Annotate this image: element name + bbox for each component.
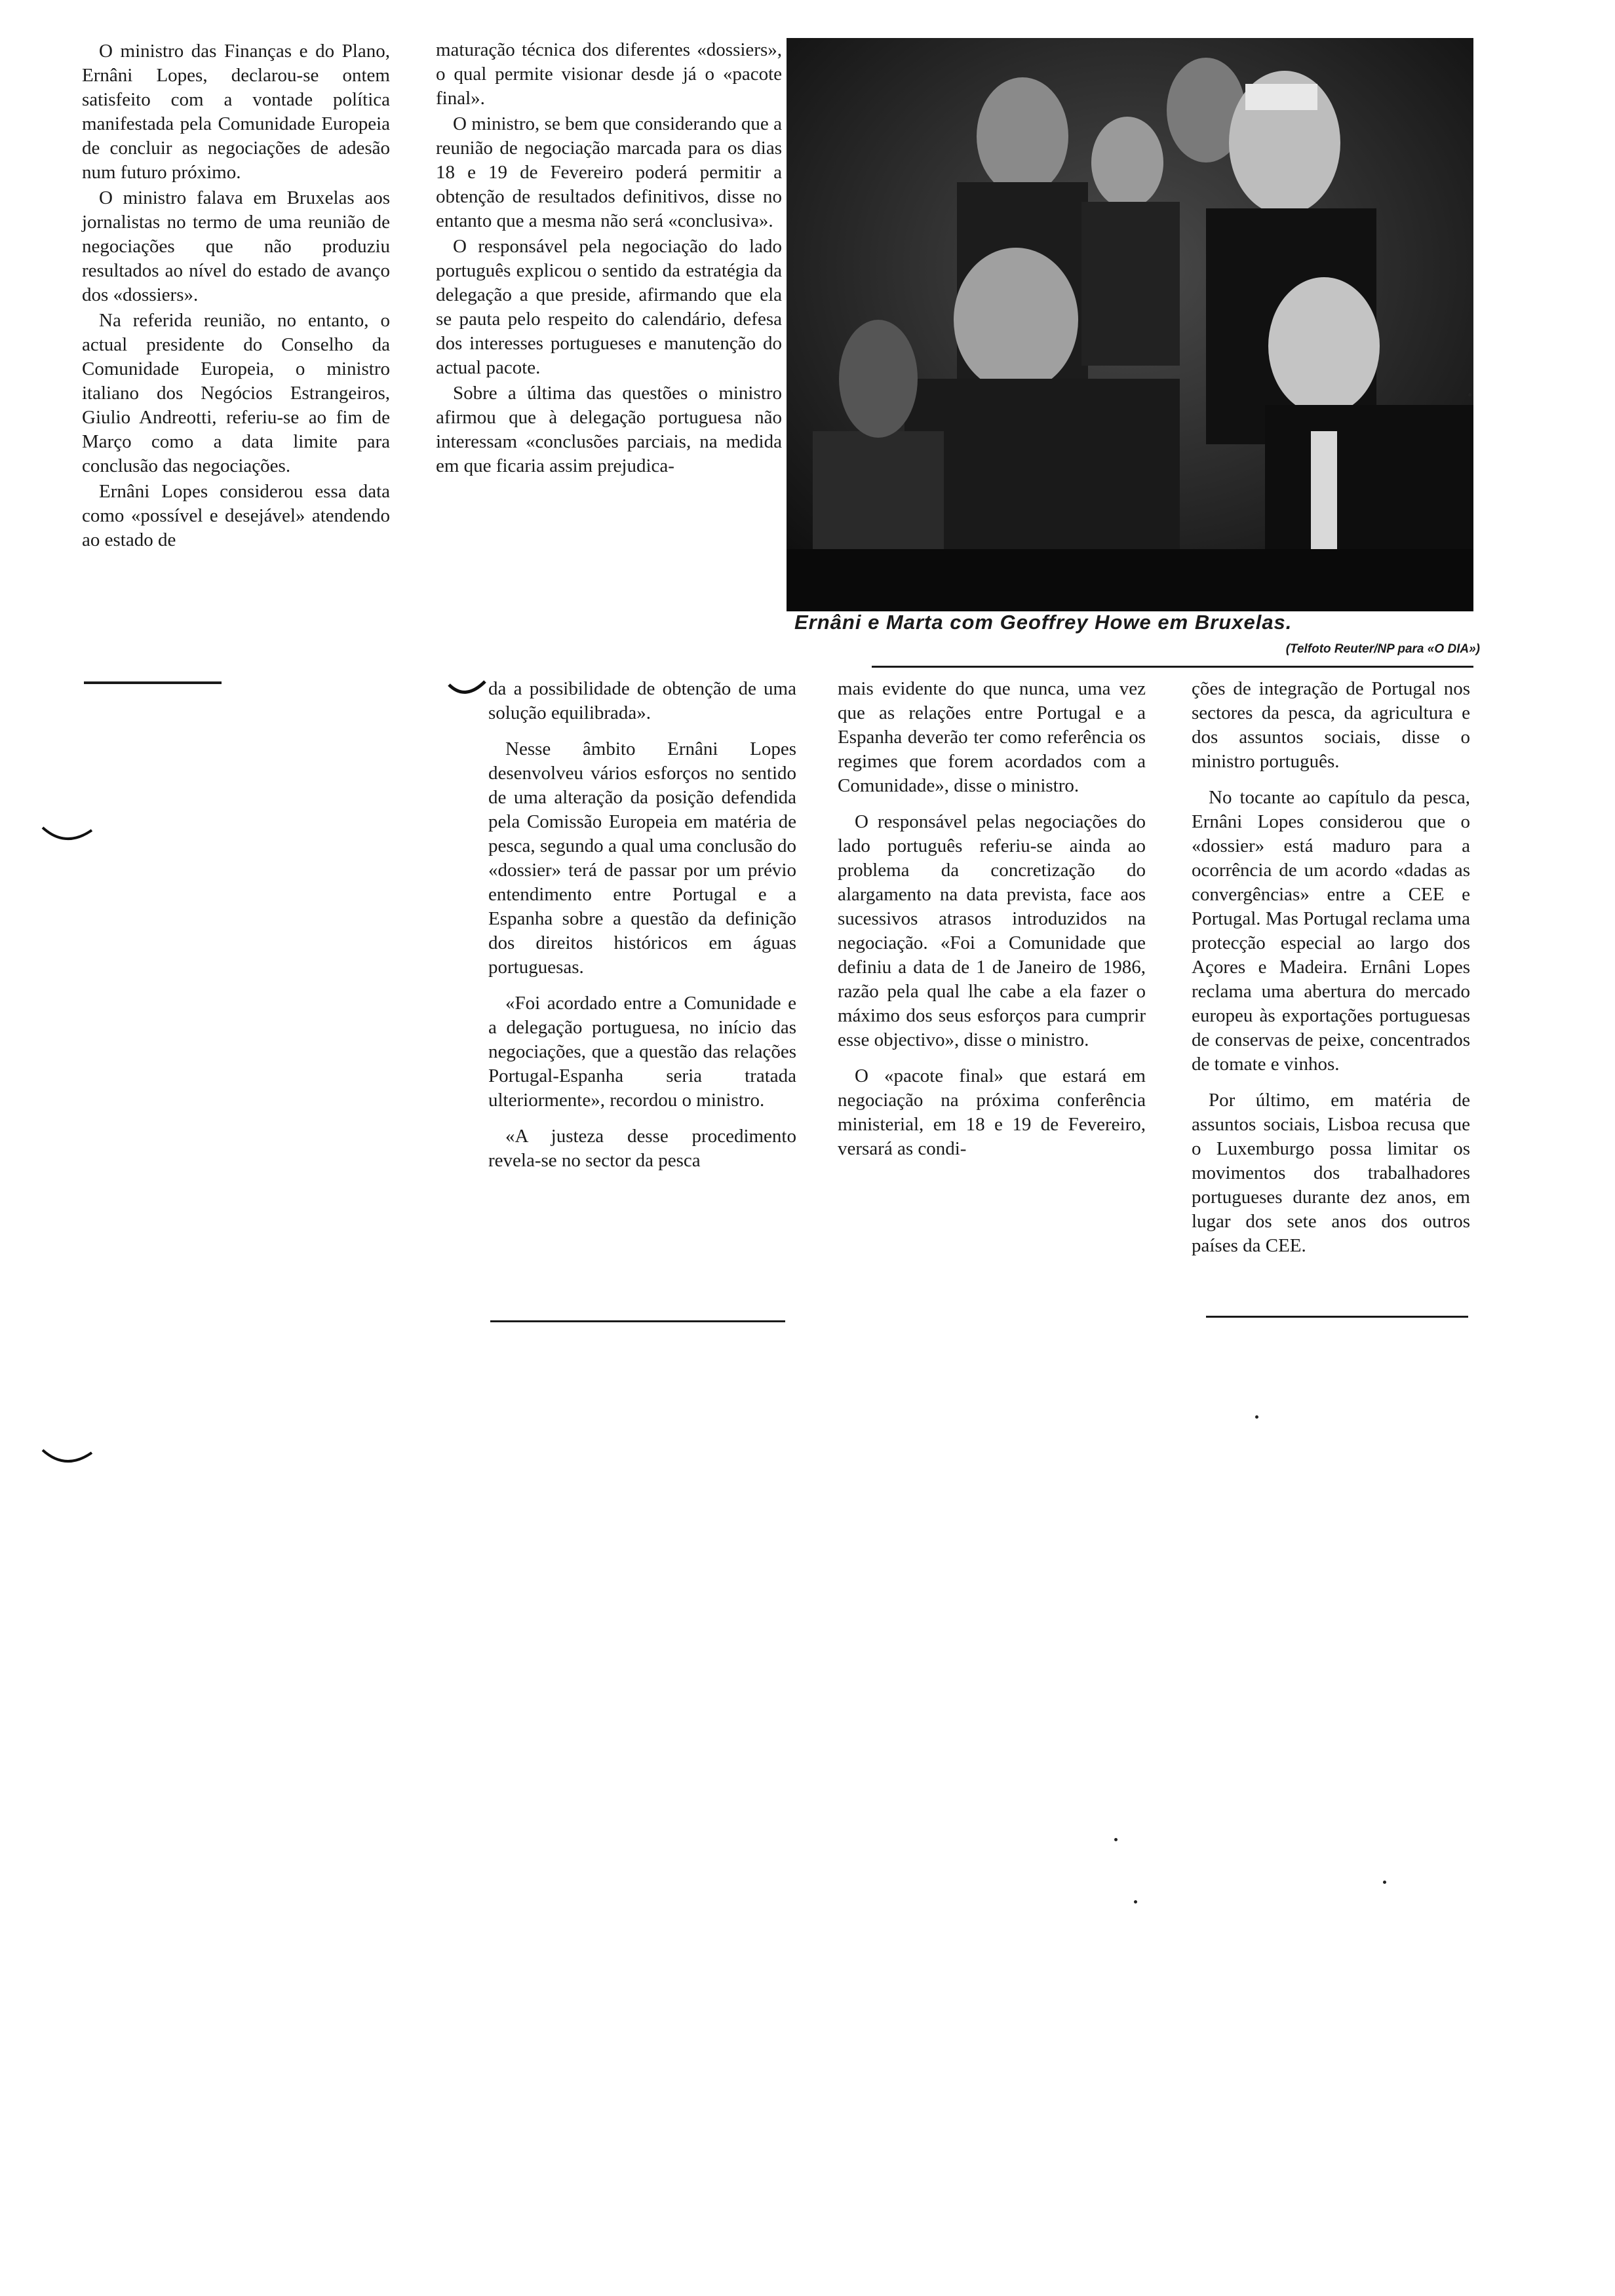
column-end-rule <box>1206 1316 1468 1318</box>
paragraph: Na referida reunião, no entanto, o actual presidente do Conselho da Comunidade Europeia, o ministro italiano dos Negócios Estrangeiros, Giulio Andreotti, referiu-se ao fim de Março como a data limite para conclusão das negociações. <box>82 310 390 476</box>
paragraph: O responsável pelas negociações do lado português referiu-se ainda ao problema da concretização do alargamento na data prevista, face aos sucessivos atrasos introduzidos na negociação. «Foi a Comunidade que definiu a data de 1 de Janeiro de 1986, razão pela qual lhe cabe a ela fazer o máximo dos seus esforços para cumprir esse objectivo», disse o ministro. <box>838 811 1146 1050</box>
scan-speck <box>1255 1415 1258 1419</box>
pencil-mark <box>39 822 98 849</box>
article-column-4 <box>838 677 1146 1162</box>
paragraph: «Foi acordado entre a Comunidade e a delegação portuguesa, no início das negociações, que a questão das relações Portugal-Espanha seria tratada ulteriormente», recordou o ministro. <box>488 993 796 1111</box>
paragraph: O ministro, se bem que considerando que a reunião de negociação marcada para os dias 18 e 19 de Fevereiro poderá permitir a obtenção de resultados definitivos, disse no entanto que a mesma não será «conclusiva». <box>436 113 782 231</box>
column-end-rule <box>84 681 222 684</box>
photo-credit: (Telfoto Reuter/NP para «O DIA») <box>1285 642 1480 656</box>
paragraph: maturação técnica dos diferentes «dossiers», o qual permite visionar desde já o «pacote final». <box>436 39 782 109</box>
paragraph: Por último, em matéria de assuntos sociais, Lisboa recusa que o Luxemburgo possa limitar os movimentos dos trabalhadores portugueses durante dez anos, em lugar dos sete anos dos outros países da CEE. <box>1192 1090 1470 1256</box>
paragraph: ções de integração de Portugal nos sectores da pesca, da agricultura e dos assuntos sociais, disse o ministro português. <box>1192 678 1470 772</box>
paragraph: Nesse âmbito Ernâni Lopes desenvolveu vários esforços no sentido de uma alteração da posição defendida pela Comissão Europeia em matéria de pesca, segundo a qual uma conclusão do «dossier» terá de passar por um prévio entendimento entre Portugal e a Espanha sobre a questão da definição dos direitos históricos em águas portuguesas. <box>488 738 796 978</box>
paragraph: Sobre a última das questões o ministro afirmou que à delegação portuguesa não interessam «conclusões parciais, na medida em que ficaria assim prejudica- <box>436 383 782 476</box>
paragraph: da a possibilidade de obtenção de uma solução equilibrada». <box>488 678 796 723</box>
column-end-rule <box>490 1320 785 1322</box>
article-column-5 <box>1192 677 1470 1259</box>
paragraph: «A justeza desse procedimento revela-se no sector da pesca <box>488 1126 796 1171</box>
article-column-1 <box>82 39 390 554</box>
article-column-3 <box>488 677 796 1174</box>
scan-speck <box>1134 1900 1137 1904</box>
paragraph: O responsável pela negociação do lado português explicou o sentido da estratégia da delegação a que preside, afirmando que ela se pauta pelo respeito do calendário, defesa dos interesses portugueses e manutenção do actual pacote. <box>436 236 782 378</box>
scan-speck <box>1468 393 1471 396</box>
photo-rule <box>872 666 1473 668</box>
paragraph: mais evidente do que nunca, uma vez que as relações entre Portugal e a Espanha deverão ter como referência os regimes que forem acordados com a Comunidade», disse o ministro. <box>838 678 1146 796</box>
paragraph: O ministro das Finanças e do Plano, Ernâni Lopes, declarou-se ontem satisfeito com a vontade política manifestada pela Comunidade Europeia de concluir as negociações de adesão num futuro próximo. <box>82 41 390 183</box>
article-column-2 <box>436 38 782 480</box>
scan-speck <box>1114 1838 1118 1841</box>
scan-speck <box>1383 1881 1386 1884</box>
pencil-mark <box>446 675 498 708</box>
photo-image <box>787 38 1473 611</box>
paragraph: Ernâni Lopes considerou essa data como «possível e desejável» atendendo ao estado de <box>82 481 390 550</box>
paragraph: No tocante ao capítulo da pesca, Ernâni Lopes considerou que o «dossier» está maduro para a ocorrência de um acordo «dadas as convergências» entre a CEE e Portugal. Mas Portugal reclama uma protecção especial ao largo dos Açores e Madeira. Ernâni Lopes reclama uma abertura do mercado europeu às exportações portuguesas de conservas de peixe, concentrados de tomate e vinhos. <box>1192 787 1470 1075</box>
photo-caption: Ernâni e Marta com Geoffrey Howe em Bruxelas. <box>794 611 1293 634</box>
paragraph: O «pacote final» que estará em negociação na próxima conferência ministerial, em 18 e 19 de Fevereiro, versará as condi- <box>838 1065 1146 1159</box>
pencil-mark <box>39 1445 98 1471</box>
news-photo <box>787 38 1473 611</box>
paragraph: O ministro falava em Bruxelas aos jornalistas no termo de uma reunião de negociações que não produziu resultados ao nível do estado de avanço dos «dossiers». <box>82 187 390 305</box>
